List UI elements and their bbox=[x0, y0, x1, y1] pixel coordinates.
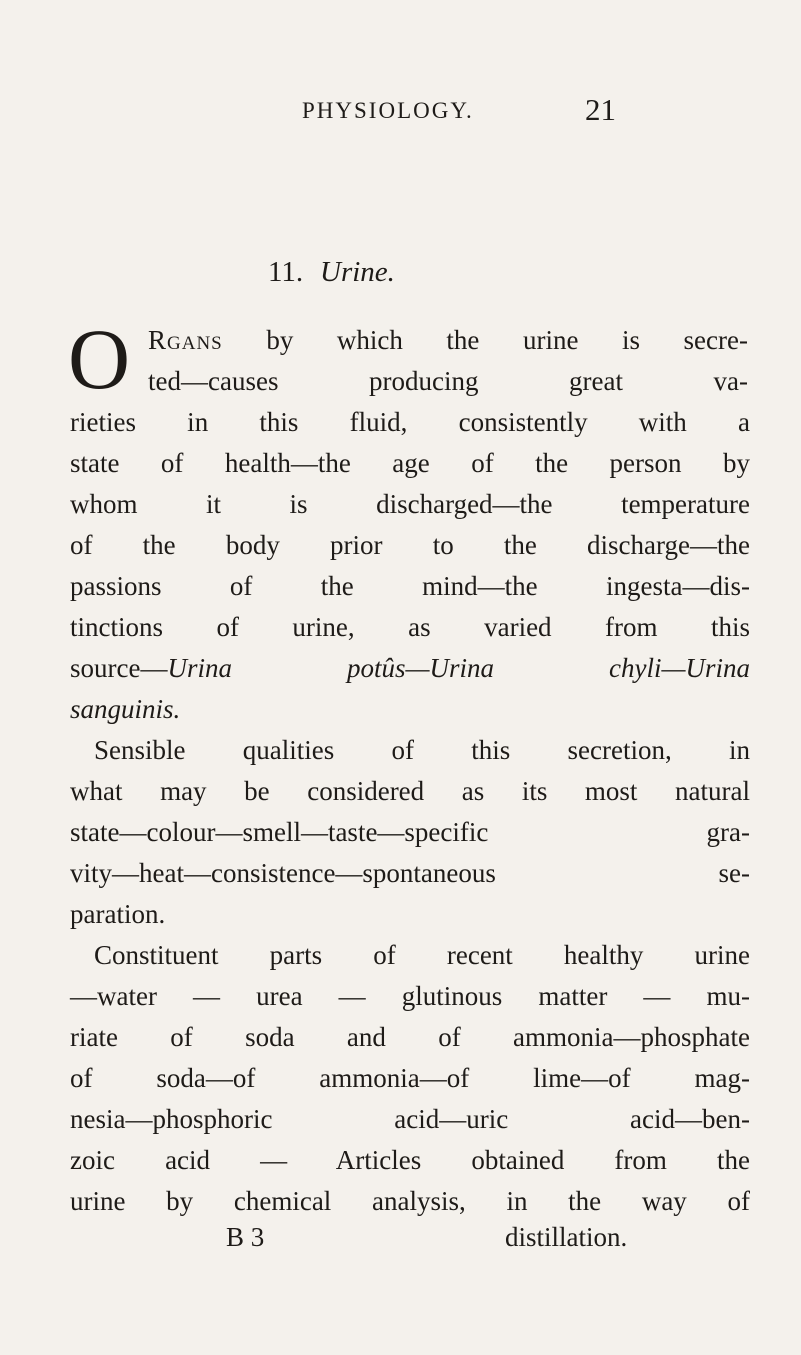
paragraph-line: of soda—of ammonia—of lime—of mag- bbox=[70, 1063, 750, 1093]
paragraph-line: —water — urea — glutinous matter — mu- bbox=[70, 981, 750, 1011]
paragraph-line: zoic acid — Articles obtained from the bbox=[70, 1145, 750, 1175]
paragraph-line: state—colour—smell—taste—specific gra- bbox=[70, 817, 750, 847]
paragraph-line: vity—heat—consistence—spontaneous se- bbox=[70, 858, 750, 888]
paragraph-line: whom it is discharged—the temperature bbox=[70, 489, 750, 519]
paragraph-line: what may be considered as its most natural bbox=[70, 776, 750, 806]
paragraph-line: ted—causes producing great va- bbox=[148, 366, 748, 396]
latin-term: sanguinis. bbox=[70, 694, 181, 724]
section-number: 11. bbox=[268, 256, 304, 288]
paragraph-line bbox=[70, 648, 750, 689]
paragraph-line: Sensible qualities of this secretion, in bbox=[94, 735, 750, 765]
paragraph-line: tinctions of urine, as varied from this bbox=[70, 612, 750, 642]
latin-terms: Urina potûs—Urina chyli—Urina bbox=[167, 653, 750, 683]
paragraph-line: rieties in this fluid, consistently with a bbox=[70, 407, 750, 437]
paragraph-line bbox=[148, 320, 748, 361]
page-number: 21 bbox=[585, 92, 616, 127]
paragraph-line: of the body prior to the discharge—the bbox=[70, 530, 750, 560]
drop-cap: O bbox=[68, 311, 131, 407]
first-word-small-caps: Rgans bbox=[148, 325, 223, 355]
running-head bbox=[0, 92, 801, 132]
paragraph-line: urine by chemical analysis, in the way of bbox=[70, 1186, 750, 1216]
line-text: source— bbox=[70, 653, 168, 683]
signature-mark: B 3 bbox=[226, 1222, 265, 1252]
paragraph-line: Constituent parts of recent healthy urine bbox=[94, 940, 750, 970]
paragraph-line: state of health—the age of the person by bbox=[70, 448, 750, 478]
running-title: PHYSIOLOGY. bbox=[302, 98, 474, 123]
paragraph-line: paration. bbox=[70, 899, 166, 929]
paragraph-line bbox=[70, 689, 750, 730]
line-text: by which the urine is secre- bbox=[266, 325, 748, 355]
catchword: distillation. bbox=[505, 1222, 628, 1252]
paragraph-line: riate of soda and of ammonia—phosphate bbox=[70, 1022, 750, 1052]
paragraph-line: passions of the mind—the ingesta—dis- bbox=[70, 571, 750, 601]
paragraph-line: nesia—phosphoric acid—uric acid—ben- bbox=[70, 1104, 750, 1134]
section-title: Urine. bbox=[320, 256, 395, 288]
